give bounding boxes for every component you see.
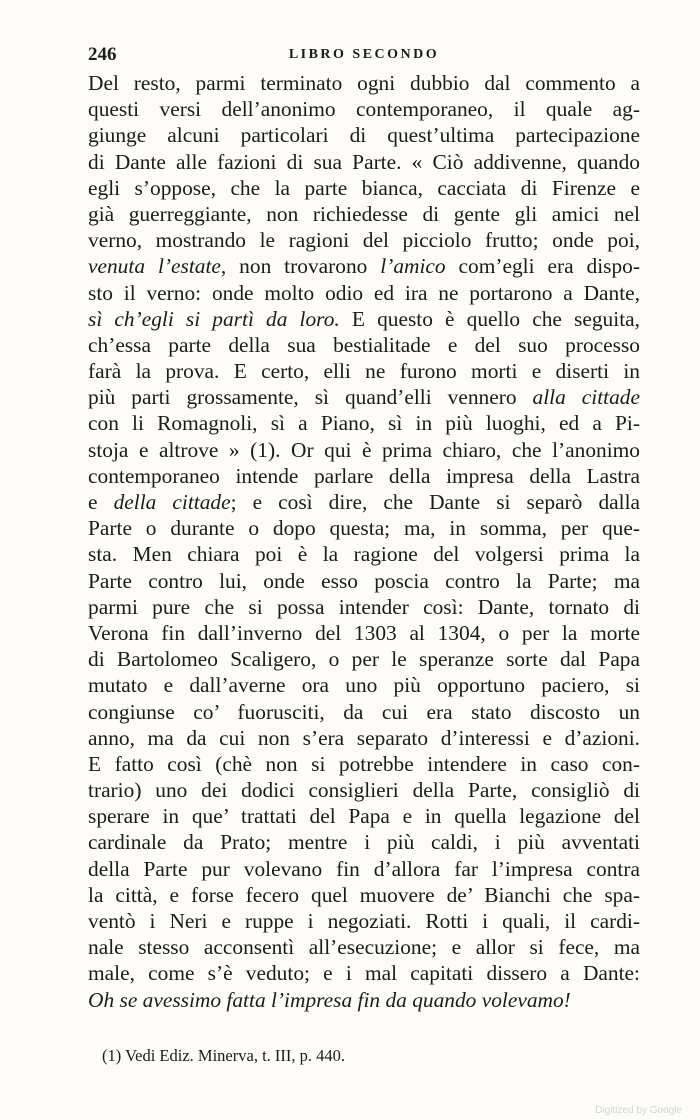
text-line	[88, 201, 640, 227]
text-run: E questo è quello che seguita,	[339, 306, 640, 331]
digitization-watermark: Digitized by Google	[595, 1105, 682, 1116]
text-run: ; e così dire, che Dante si separò dalla	[230, 490, 641, 514]
footnote: (1) Vedi Ediz. Minerva, t. III, p. 440.	[102, 1045, 346, 1065]
text-line	[88, 541, 640, 567]
text-line	[88, 96, 640, 122]
text-line	[88, 803, 640, 829]
italic-text-run: Oh se avessimo fatta l’impresa fin da quando volevamo!	[88, 987, 571, 1012]
text-line	[88, 149, 640, 175]
italic-text-run: della cittade	[113, 490, 231, 514]
text-run: sta. Men chiara poi è la ragione del volgersi prima la	[88, 542, 640, 567]
text-run: la città, e forse fecero quel muovere de’ Bianchi che spa-	[88, 882, 640, 907]
text-line	[88, 437, 640, 463]
text-run: di Dante alle fazioni di sua Parte. « Ciò addivenne, quando	[88, 149, 640, 174]
text-line	[88, 856, 640, 882]
text-run: ventò i Neri e ruppe i negoziati. Rotti i quali, il cardi-	[88, 909, 640, 933]
text-run: sto il verno: onde molto odio ed ira ne portarono a Dante,	[88, 280, 640, 305]
text-run: stoja e altrove » (1). Or qui è prima chiaro, che l’anonimo	[88, 437, 640, 462]
text-line	[88, 829, 640, 855]
text-line	[88, 332, 640, 358]
text-run: , non trovarono	[220, 254, 381, 279]
text-line	[88, 410, 640, 436]
italic-text-run: l’amico	[380, 254, 446, 279]
text-run: già guerreggiante, non richiedesse di gente gli amici nel	[88, 201, 640, 226]
text-line	[88, 306, 640, 332]
text-line	[88, 463, 640, 489]
text-line	[88, 253, 640, 279]
text-run: male, come s’è veduto; e i mal capitati dissero a Dante:	[88, 961, 640, 986]
text-run: più parti grossamente, sì quand’elli vennero	[88, 385, 533, 410]
text-line	[88, 175, 640, 201]
text-run: com’egli era dispo-	[445, 254, 640, 279]
book-page	[88, 44, 640, 1067]
text-run: Del resto, parmi terminato ogni dubbio dal commento a	[88, 71, 640, 95]
text-line	[88, 70, 640, 96]
text-line	[88, 646, 640, 672]
text-line	[88, 987, 640, 1013]
text-line	[88, 620, 640, 646]
text-line	[88, 777, 640, 803]
text-run: sperare in que’ trattati del Papa e in quella legazione del	[88, 804, 640, 829]
text-run: della Parte pur volevano fin d’allora far l’impresa contra	[88, 856, 640, 881]
page-number: 246	[88, 44, 117, 65]
text-line	[88, 122, 640, 148]
text-line	[88, 882, 640, 908]
text-run: contemporaneo intende parlare della impresa della Lastra	[88, 463, 640, 488]
text-line	[88, 594, 640, 620]
text-run: di Bartolomeo Scaligero, o per le speranze sorte dal Papa	[88, 647, 640, 672]
text-run: Parte o durante o dopo questa; ma, in somma, per que-	[88, 516, 640, 541]
italic-text-run: alla cittade	[532, 385, 640, 410]
text-run: verno, mostrando le ragioni del picciolo frutto; onde poi,	[88, 228, 640, 253]
text-run: questi versi dell’anonimo contemporaneo, il quale ag-	[88, 97, 640, 122]
text-run: mutato e dall’averne ora uno più opportuno paciero, si	[88, 673, 640, 698]
text-line	[88, 515, 640, 541]
text-run: congiunse co’ fuorusciti, da cui era stato discosto un	[88, 699, 640, 724]
text-run: Verona fin dall’inverno del 1303 al 1304, o per la morte	[88, 620, 640, 645]
text-run: con li Romagnoli, sì a Piano, sì in più luoghi, ed a Pi-	[88, 411, 640, 436]
body-text	[88, 70, 640, 1013]
text-run: egli s’oppose, che la parte bianca, cacciata di Firenze e	[88, 175, 640, 200]
text-run: parmi pure che si possa intender così: Dante, tornato di	[88, 594, 640, 619]
text-run: trario) uno dei dodici consiglieri della Parte, consigliò di	[88, 778, 640, 803]
text-run: e	[88, 490, 114, 514]
text-line	[88, 280, 640, 306]
text-run: E fatto così (chè non si potrebbe intendere in caso con-	[88, 751, 640, 776]
text-run: giunge alcuni particolari di quest’ultima partecipazione	[88, 123, 640, 148]
text-line	[88, 568, 640, 594]
text-run: farà la prova. E certo, elli ne furono morti e diserti in	[88, 359, 640, 384]
text-run: Parte contro lui, onde esso poscia contro la Parte; ma	[88, 568, 640, 593]
text-run: ch’essa parte della sua bestialitade e del suo processo	[88, 332, 640, 357]
section-title: LIBRO SECONDO	[288, 47, 440, 62]
text-line	[88, 960, 640, 986]
text-run: cardinale da Prato; mentre i più caldi, i più avventati	[88, 830, 640, 855]
italic-text-run: venuta l’estate	[88, 254, 221, 279]
text-line	[88, 227, 640, 253]
text-line	[88, 934, 640, 960]
text-line	[88, 358, 640, 384]
text-line	[88, 699, 640, 725]
running-head	[88, 44, 640, 70]
text-line	[88, 489, 640, 515]
text-line	[88, 672, 640, 698]
text-line	[88, 384, 640, 410]
italic-text-run: sì ch’egli si partì da loro.	[88, 306, 340, 331]
text-run: anno, ma da cui non s’era separato d’interessi e d’azioni.	[88, 725, 640, 750]
text-line	[88, 908, 640, 934]
text-run: nale stesso acconsentì all’esecuzione; e allor si fece, ma	[88, 935, 640, 960]
text-line	[88, 725, 640, 751]
text-line	[88, 751, 640, 777]
